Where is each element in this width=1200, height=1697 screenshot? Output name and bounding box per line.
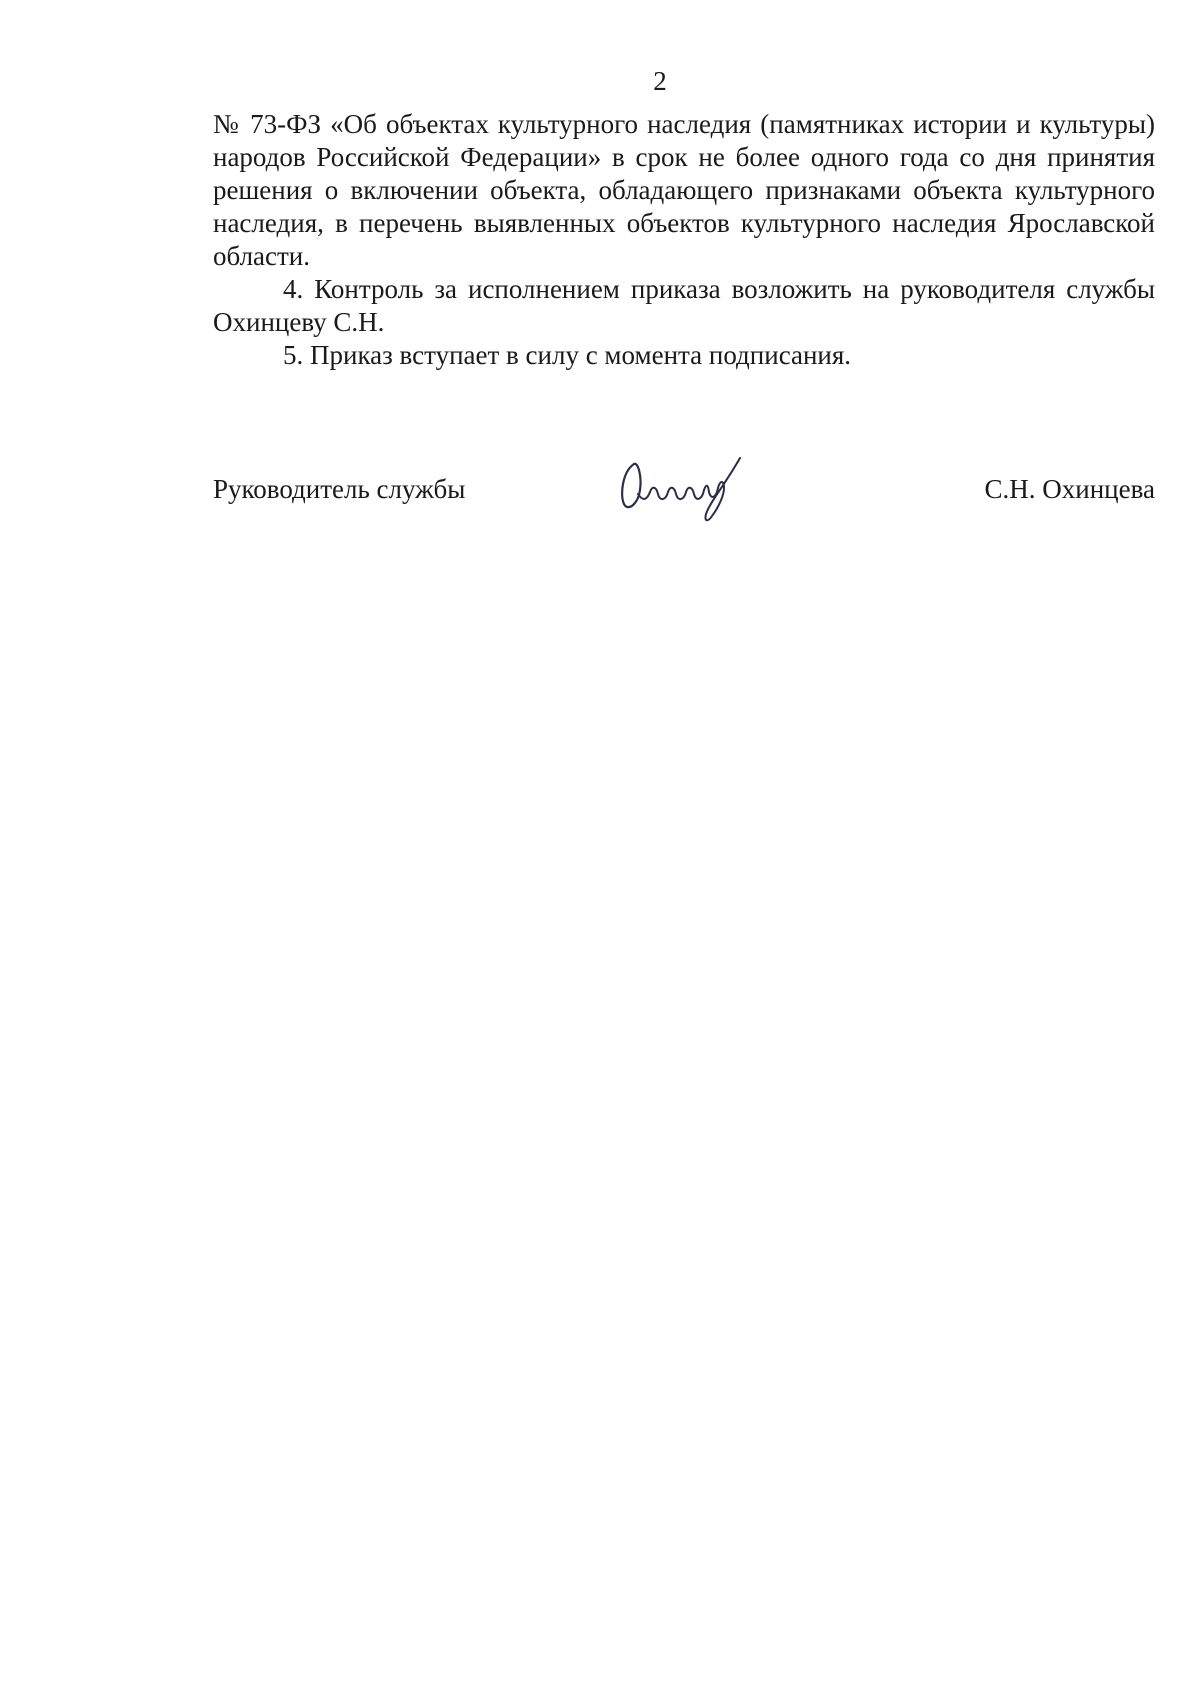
signatory-name: С.Н. Охинцева [984, 474, 1155, 504]
paragraph-item-4: 4. Контроль за исполнением приказа возложить на руководителя службы Охинцеву С.Н. [213, 274, 1155, 337]
paragraph-continuation: № 73-ФЗ «Об объектах культурного наследия (памятниках истории и культуры) народов Российской Федерации» в срок не более одного года со дня принятия решения о включении объекта, обладающего признаками объекта культурного наследия, в перечень выявленных объектов культурного наследия Ярославской области. [213, 109, 1155, 271]
signatory-position: Руководитель службы [213, 474, 466, 504]
document-body [213, 108, 1155, 372]
handwritten-signature [612, 450, 762, 530]
page-number: 2 [653, 66, 667, 96]
paragraph-item-5: 5. Приказ вступает в силу с момента подписания. [283, 340, 852, 370]
